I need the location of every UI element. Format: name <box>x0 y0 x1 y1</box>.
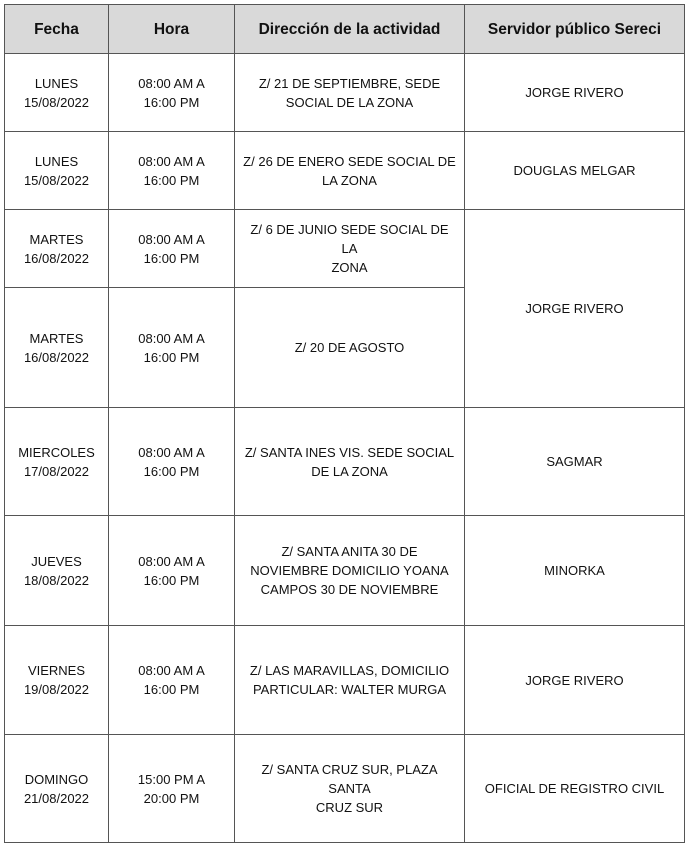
cell-fecha: JUEVES 18/08/2022 <box>5 516 109 626</box>
cell-direccion: Z/ SANTA CRUZ SUR, PLAZA SANTA CRUZ SUR <box>235 735 465 843</box>
cell-direccion: Z/ SANTA ANITA 30 DE NOVIEMBRE DOMICILIO YOANA CAMPOS 30 DE NOVIEMBRE <box>235 516 465 626</box>
cell-hora: 08:00 AM A 16:00 PM <box>109 626 235 735</box>
cell-fecha: MIERCOLES 17/08/2022 <box>5 408 109 516</box>
cell-hora: 08:00 AM A 16:00 PM <box>109 288 235 408</box>
cell-fecha: VIERNES 19/08/2022 <box>5 626 109 735</box>
table-row <box>5 408 685 516</box>
cell-hora: 08:00 AM A 16:00 PM <box>109 408 235 516</box>
cell-direccion: Z/ 26 DE ENERO SEDE SOCIAL DE LA ZONA <box>235 132 465 210</box>
cell-fecha: LUNES 15/08/2022 <box>5 54 109 132</box>
cell-direccion: Z/ 20 DE AGOSTO <box>235 288 465 408</box>
header-direccion: Dirección de la actividad <box>235 5 465 54</box>
cell-servidor: JORGE RIVERO <box>465 54 685 132</box>
cell-fecha: DOMINGO 21/08/2022 <box>5 735 109 843</box>
table-row <box>5 210 685 288</box>
header-hora: Hora <box>109 5 235 54</box>
table-row <box>5 132 685 210</box>
cell-direccion: Z/ 21 DE SEPTIEMBRE, SEDE SOCIAL DE LA ZONA <box>235 54 465 132</box>
cell-direccion: Z/ SANTA INES VIS. SEDE SOCIAL DE LA ZONA <box>235 408 465 516</box>
cell-servidor: OFICIAL DE REGISTRO CIVIL <box>465 735 685 843</box>
cell-servidor: SAGMAR <box>465 408 685 516</box>
cell-direccion: Z/ 6 DE JUNIO SEDE SOCIAL DE LA ZONA <box>235 210 465 288</box>
header-row <box>5 5 685 54</box>
table-row <box>5 516 685 626</box>
cell-hora: 08:00 AM A 16:00 PM <box>109 210 235 288</box>
cell-servidor: MINORKA <box>465 516 685 626</box>
cell-hora: 08:00 AM A 16:00 PM <box>109 132 235 210</box>
cell-servidor: JORGE RIVERO <box>465 626 685 735</box>
cell-direccion: Z/ LAS MARAVILLAS, DOMICILIO PARTICULAR: WALTER MURGA <box>235 626 465 735</box>
cell-servidor: JORGE RIVERO <box>465 210 685 408</box>
cell-servidor: DOUGLAS MELGAR <box>465 132 685 210</box>
table-row <box>5 626 685 735</box>
cell-fecha: MARTES 16/08/2022 <box>5 210 109 288</box>
header-fecha: Fecha <box>5 5 109 54</box>
header-servidor: Servidor público Sereci <box>465 5 685 54</box>
cell-fecha: MARTES 16/08/2022 <box>5 288 109 408</box>
cell-hora: 08:00 AM A 16:00 PM <box>109 516 235 626</box>
cell-hora: 15:00 PM A 20:00 PM <box>109 735 235 843</box>
schedule-table <box>4 4 685 843</box>
table-row <box>5 735 685 843</box>
table-row <box>5 54 685 132</box>
cell-fecha: LUNES 15/08/2022 <box>5 132 109 210</box>
cell-hora: 08:00 AM A 16:00 PM <box>109 54 235 132</box>
